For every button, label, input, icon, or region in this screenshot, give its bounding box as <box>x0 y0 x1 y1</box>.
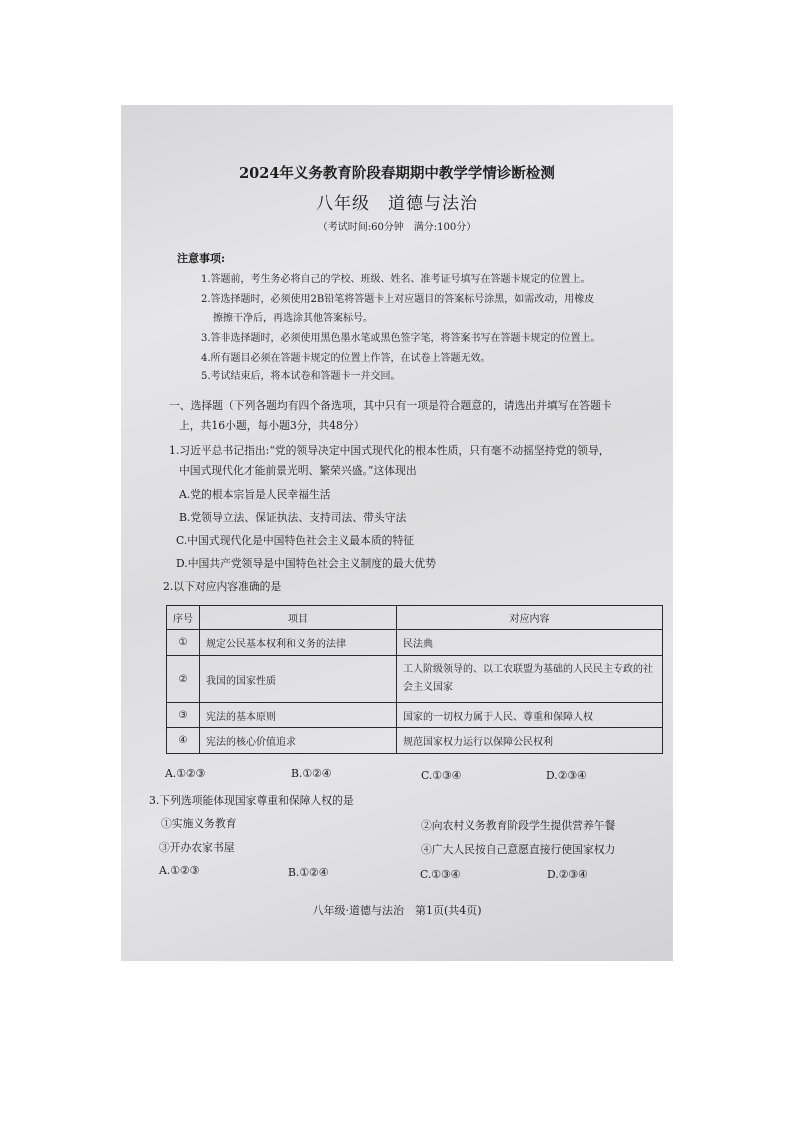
note-item: 3.答非选择题时，必须使用黑色墨水笔或黑色签字笔，将答案书写在答题卡规定的位置上。 <box>201 333 601 344</box>
question-2-table <box>166 605 663 754</box>
table-cell: 民法典 <box>397 630 663 656</box>
exam-info: （考试时间:60分钟 满分:100分） <box>317 222 477 233</box>
note-item: 1.答题前，考生务必将自己的学校、班级、姓名、准考证号填写在答题卡规定的位置上。 <box>201 274 591 285</box>
section-heading: 一、选择题（下列各题均有四个备选项，其中只有一项是符合题意的，请选出并填写在答题卡 <box>169 399 612 412</box>
question-2-option-d: D.②③④ <box>546 769 587 782</box>
table-cell: 工人阶级领导的、以工农联盟为基础的人民民主专政的社会主义国家 <box>397 656 663 703</box>
table-cell: ③ <box>167 703 200 728</box>
question-3-option-d: D.②③④ <box>547 868 588 881</box>
question-1-stem-cont: 中国式现代化才能前景光明、繁荣兴盛。”这体现出 <box>179 464 417 477</box>
question-3-item: ④广大人民按自己意愿直接行使国家权力 <box>421 843 616 856</box>
table-header: 对应内容 <box>397 606 663 630</box>
question-3-item: ③开办农家书屋 <box>159 841 235 854</box>
question-2-option-b: B.①②④ <box>291 767 332 780</box>
question-3-option-c: C.①③④ <box>420 868 461 881</box>
table-cell: ① <box>167 630 200 656</box>
note-item: 擦擦干净后，再选涂其他答案标号。 <box>213 313 373 324</box>
question-2-option-a: A.①②③ <box>165 767 206 780</box>
note-item: 5.考试结束后，将本试卷和答题卡一并交回。 <box>201 371 401 382</box>
table-cell: 宪法的基本原则 <box>200 703 397 728</box>
section-heading-cont: 上，共16小题，每小题3分，共48分） <box>179 419 365 432</box>
table-cell: 规定公民基本权利和义务的法律 <box>200 630 397 656</box>
question-3-item: ①实施义务教育 <box>161 817 237 830</box>
exam-title: 2024年义务教育阶段春期期中教学学情诊断检测 <box>239 165 555 182</box>
table-row <box>167 656 663 703</box>
question-2-stem: 2.以下对应内容准确的是 <box>163 580 282 593</box>
table-cell: ② <box>167 656 200 703</box>
question-3-option-b: B.①②④ <box>288 866 329 879</box>
table-header: 序号 <box>167 606 200 630</box>
table-row <box>167 703 663 728</box>
table-header: 项目 <box>200 606 397 630</box>
question-2-option-c: C.①③④ <box>421 769 462 782</box>
exam-subject: 八年级 道德与法治 <box>316 194 478 214</box>
table-cell: ④ <box>167 728 200 754</box>
table-cell: 宪法的核心价值追求 <box>200 728 397 754</box>
question-1-option-d: D.中国共产党领导是中国特色社会主义制度的最大优势 <box>176 557 437 570</box>
table-row <box>167 728 663 754</box>
question-3-stem: 3.下列选项能体现国家尊重和保障人权的是 <box>149 794 354 807</box>
note-item: 2.答选择题时，必须使用2B铅笔将答题卡上对应题目的答案标号涂黑，如需改动，用橡皮 <box>201 294 595 305</box>
exam-paper <box>121 105 673 961</box>
page-footer: 八年级·道德与法治 第1页(共4页) <box>312 904 482 917</box>
notes-heading: 注意事项: <box>177 252 226 265</box>
table-row <box>167 630 663 656</box>
table-cell: 国家的一切权力属于人民、尊重和保障人权 <box>397 703 663 728</box>
question-3-item: ②向农村义务教育阶段学生提供营养午餐 <box>421 819 616 832</box>
table-header-row <box>167 606 663 630</box>
question-1-option-a: A.党的根本宗旨是人民幸福生活 <box>179 488 331 501</box>
question-3-option-a: A.①②③ <box>159 864 200 877</box>
question-1-option-c: C.中国式现代化是中国特色社会主义最本质的特征 <box>176 534 415 547</box>
question-1-option-b: B.党领导立法、保证执法、支持司法、带头守法 <box>179 511 407 524</box>
question-1-stem: 1.习近平总书记指出:“党的领导决定中国式现代化的根本性质，只有毫不动摇坚持党的领导， <box>169 444 610 457</box>
table-cell: 规范国家权力运行以保障公民权利 <box>397 728 663 754</box>
note-item: 4.所有题目必须在答题卡规定的位置上作答，在试卷上答题无效。 <box>201 353 491 364</box>
table-cell: 我国的国家性质 <box>200 656 397 703</box>
